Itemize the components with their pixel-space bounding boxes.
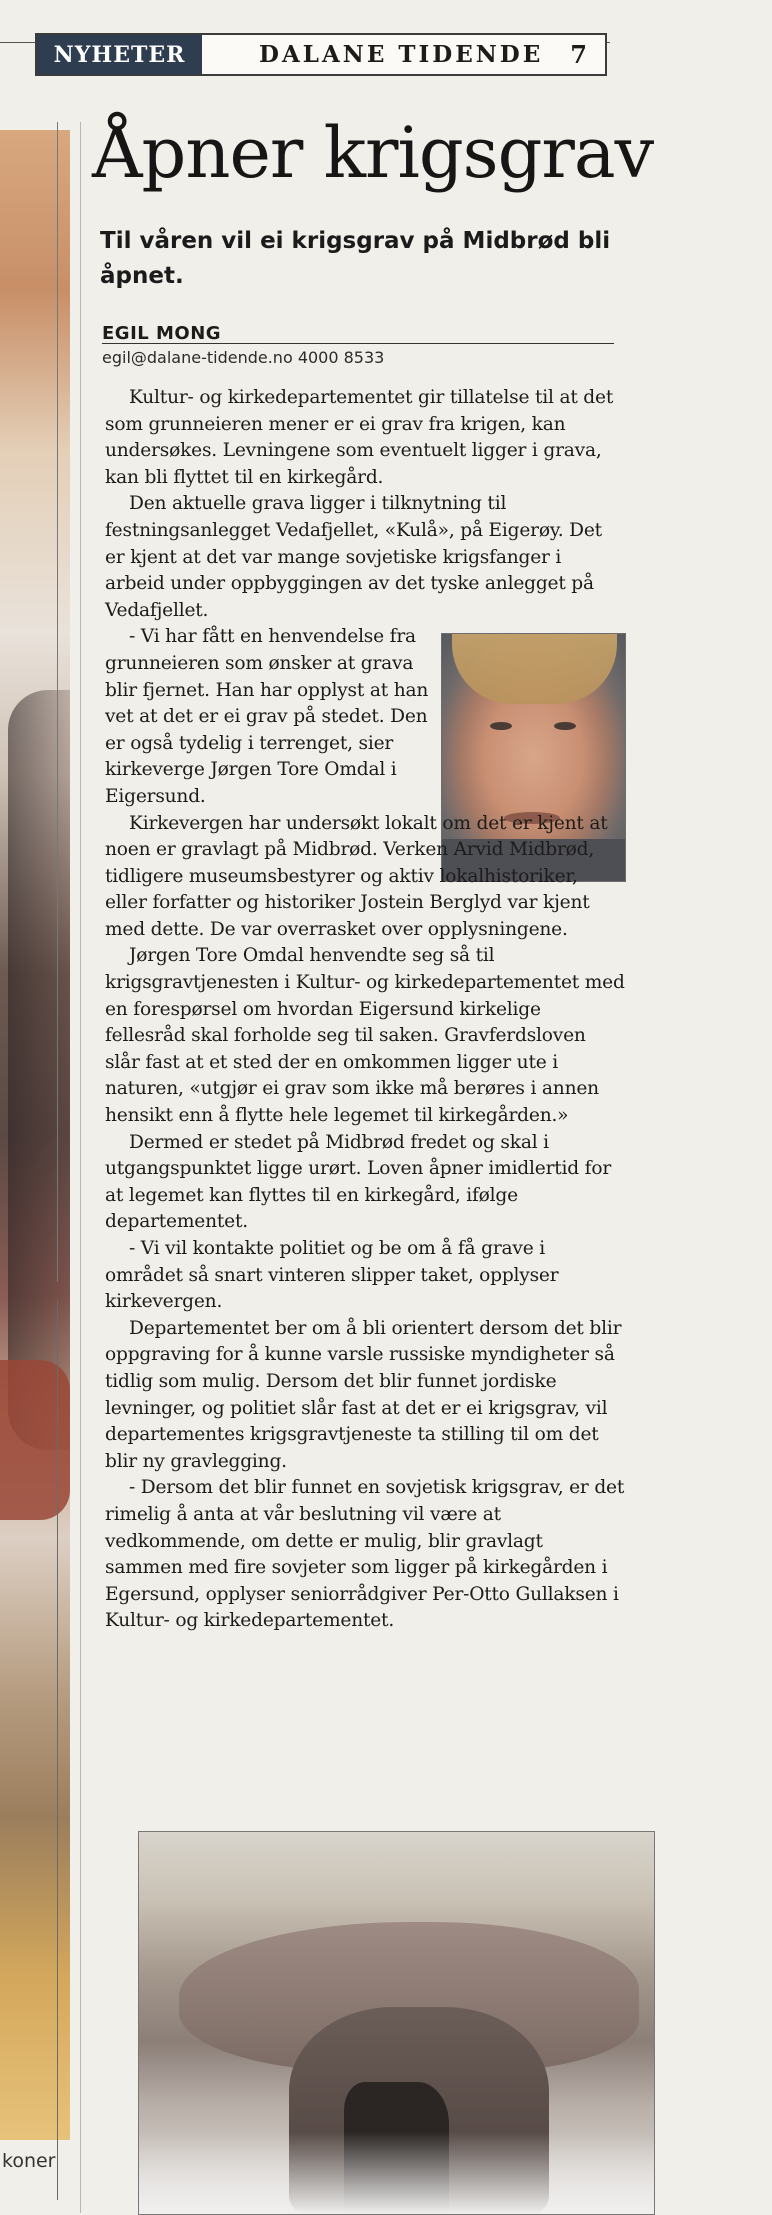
column-divider [80, 122, 81, 2213]
newspaper-name: DALANE TIDENDE [259, 41, 544, 68]
column-divider-lower [57, 1300, 58, 2200]
body-paragraph: Den aktuelle grava ligger i tilknytning til festningsanlegget Vedafjellet, «Kulå», på Eigerøy. Det er kjent at det var mange sovjetiske krigsfanger i arbeid under oppbyggingen av det tyske anlegget på Vedafjellet. [105, 493, 602, 621]
column-divider-left [57, 122, 58, 1282]
body-paragraph: Dermed er stedet på Midbrød fredet og skal i utgangspunktet ligge urørt. Loven åpner imidlertid for at legemet kan flyttes til en kirkegård, ifølge departementet. [105, 1131, 612, 1233]
photo-sleeve [0, 1360, 70, 1520]
body-paragraph: - Vi har fått en henvendelse fra grunneieren som ønsker at grava blir fjernet. Han har opplyst at han vet at det er ei grav på stedet. Den er også tydelig i terrenget, sier kirkeverge Jørgen Tore Omdal i Eigersund. [105, 626, 429, 807]
author-name: EGIL MONG [102, 323, 222, 344]
author-contact: egil@dalane-tidende.no 4000 8533 [102, 348, 385, 367]
article-lede: Til våren vil ei krigsgrav på Midbrød bli åpnet. [100, 228, 611, 289]
page-number: 7 [570, 40, 587, 69]
section-tag: NYHETER [37, 35, 202, 74]
body-paragraph: Departementet ber om å bli orientert dersom det blir oppgraving for å kunne varsle russiske myndigheter så tidlig som mulig. Dersom det blir funnet jordiske levninger, og politiet slår fast at det er ei krigsgrav, vil departementes krigsgravtjeneste ta stilling til om det blir ny gravlegging. [105, 1317, 622, 1472]
adjacent-caption-fragment: koner [2, 2150, 56, 2172]
body-paragraph: - Dersom det blir funnet en sovjetisk krigsgrav, er det rimelig å anta at vår beslutning vil være at vedkommende, om dette er mulig, blir gravlagt sammen med fire sovjeter som ligger på kirkegården i Egersund, opplyser seniorrådgiver Per-Otto Gullaksen i Kultur- og kirkedepartementet. [105, 1477, 625, 1632]
body-paragraph: Kirkevergen har undersøkt lokalt om det er kjent at noen er gravlagt på Midbrød. Verken Arvid Midbrød, tidligere museumsbestyrer og aktiv lokalhistoriker, eller forfatter og historiker Jostein Berglyd var kjent med dette. De var overrasket over opplysningene. [105, 812, 608, 940]
body-paragraph: - Vi vil kontakte politiet og be om å få grave i området så snart vinteren slipper taket, opplyser kirkevergen. [105, 1238, 559, 1313]
adjacent-photo-strip [0, 130, 70, 2140]
photo-snow [139, 2132, 654, 2214]
article-headline: Åpner krigsgrav [92, 112, 654, 194]
grave-site-photo [138, 1831, 655, 2215]
photo-figure-shadow [8, 690, 70, 1450]
body-paragraph: Jørgen Tore Omdal henvendte seg så til krigsgravtjenesten i Kultur- og kirkedepartementet med en forespørsel om hvordan Eigersund kirkelige fellesråd skal forholde seg til saken. Gravferdsloven slår fast at et sted der en omkommen ligger ute i naturen, «utgjør ei grav som ikke må berøres i annen hensikt enn å flytte hele legemet til kirkegården.» [105, 945, 625, 1127]
page-header [35, 33, 607, 76]
body-paragraph: Kultur- og kirkedepartementet gir tillatelse til at det som grunneieren mener er ei grav fra krigen, kan undersøkes. Levningene som eventuelt ligger i grava, kan bli flyttet til en kirkegård. [105, 387, 614, 488]
article-body [105, 385, 625, 1635]
byline-rule [102, 343, 614, 344]
